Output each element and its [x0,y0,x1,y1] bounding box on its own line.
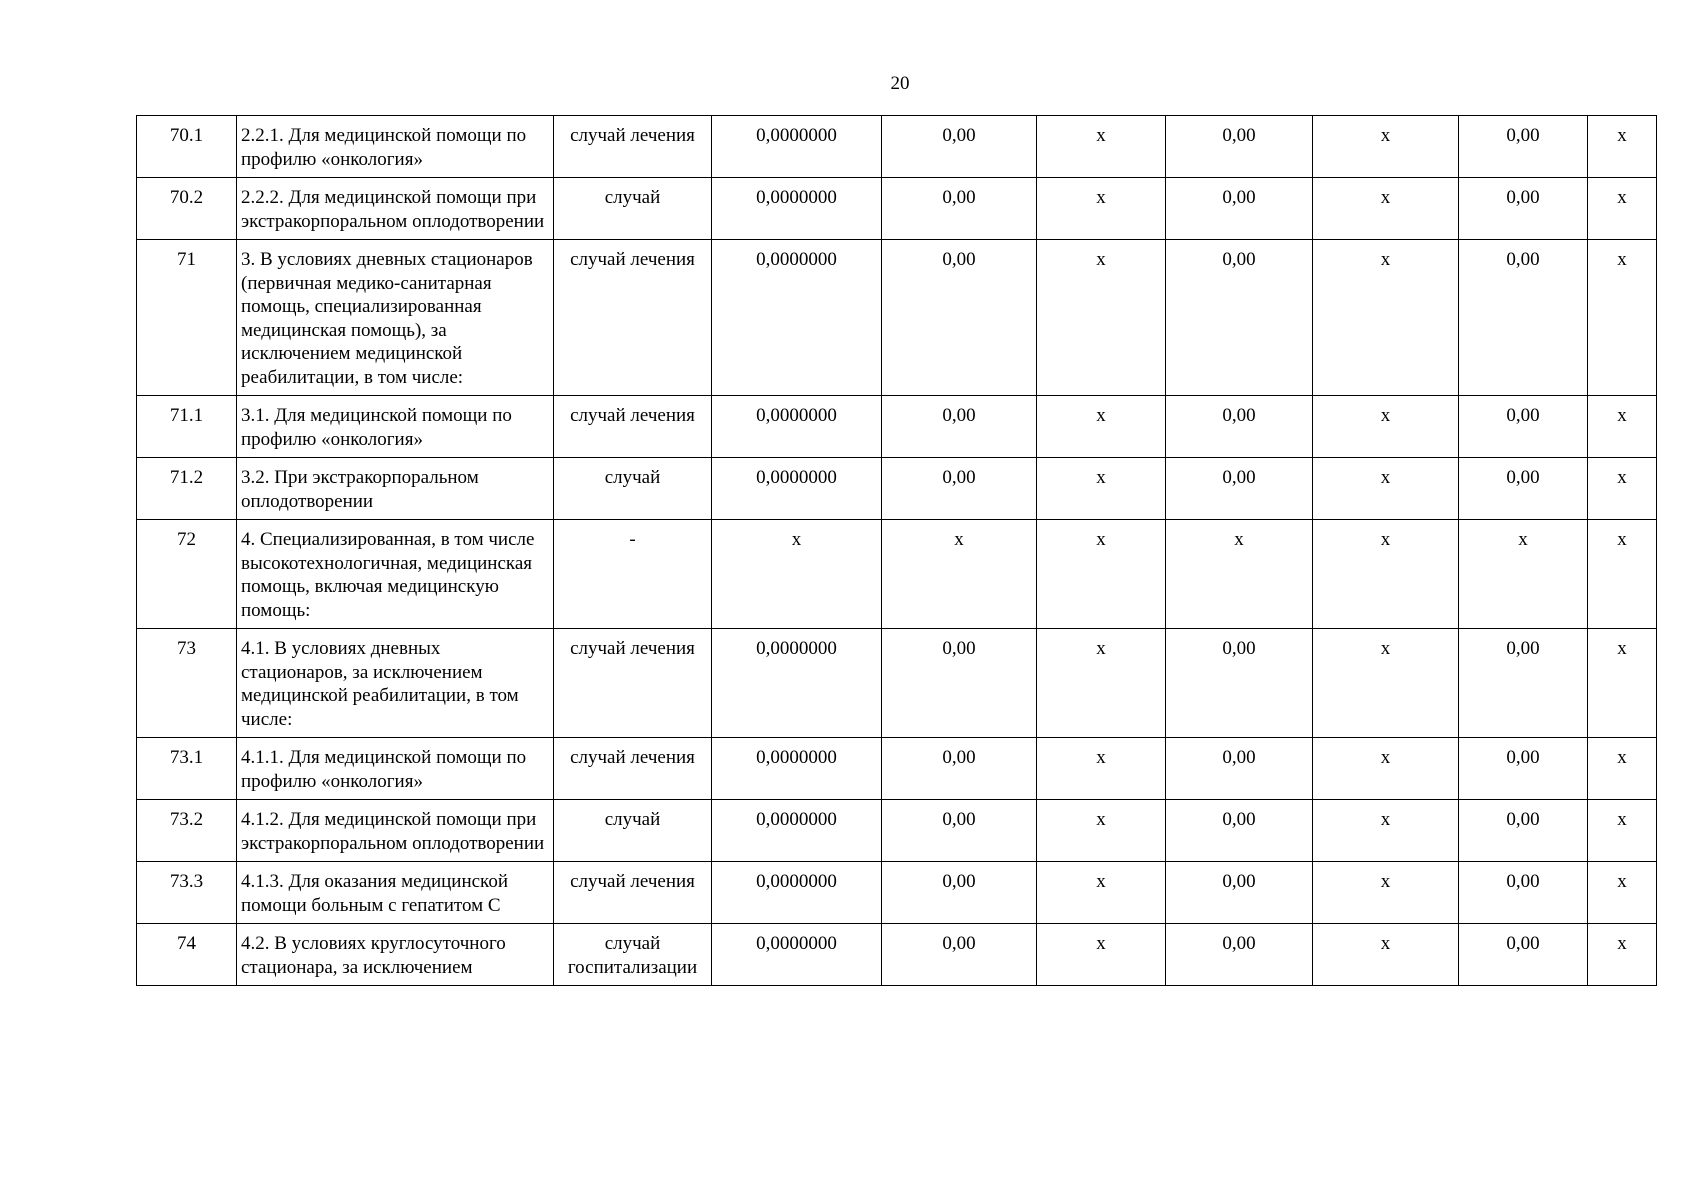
row-value-cell-4: 0,00 [1166,924,1313,986]
row-number-cell: 74 [137,924,237,986]
row-value-cell-4: 0,00 [1166,240,1313,396]
row-value-cell-3: х [1037,458,1166,520]
row-value-cell-3: х [1037,116,1166,178]
row-value-cell-7: х [1588,800,1657,862]
row-number-cell: 71 [137,240,237,396]
row-unit-cell: случай лечения [554,240,712,396]
row-description-cell: 4.1.2. Для медицинской помощи при экстракорпоральном оплодотворении [237,800,554,862]
row-unit-cell: случай госпитализации [554,924,712,986]
row-value-cell-5: х [1313,520,1459,629]
row-number-cell: 73.1 [137,738,237,800]
row-unit-cell: случай лечения [554,629,712,738]
row-value-cell-5: х [1313,800,1459,862]
row-value-cell-7: х [1588,862,1657,924]
row-value-cell-4: 0,00 [1166,800,1313,862]
row-value-cell-1: 0,0000000 [712,458,882,520]
row-value-cell-7: х [1588,458,1657,520]
row-value-cell-4: 0,00 [1166,738,1313,800]
row-value-cell-3: х [1037,396,1166,458]
row-value-cell-1: 0,0000000 [712,178,882,240]
row-value-cell-6: 0,00 [1459,629,1588,738]
row-value-cell-5: х [1313,116,1459,178]
table-row [137,240,1657,396]
row-value-cell-3: х [1037,178,1166,240]
row-value-cell-5: х [1313,240,1459,396]
row-value-cell-3: х [1037,800,1166,862]
row-value-cell-7: х [1588,178,1657,240]
row-unit-cell: случай лечения [554,396,712,458]
row-description-cell: 4.1. В условиях дневных стационаров, за исключением медицинской реабилитации, в том числе: [237,629,554,738]
table-row [137,116,1657,178]
row-description-cell: 2.2.2. Для медицинской помощи при экстракорпоральном оплодотворении [237,178,554,240]
row-value-cell-6: 0,00 [1459,738,1588,800]
row-value-cell-7: х [1588,629,1657,738]
data-table [136,115,1657,986]
row-description-cell: 3.2. При экстракорпоральном оплодотворении [237,458,554,520]
row-number-cell: 72 [137,520,237,629]
row-description-cell: 3. В условиях дневных стационаров (первичная медико-санитарная помощь, специализированная медицинская помощь), за исключением медицинской реабилитации, в том числе: [237,240,554,396]
table-row [137,178,1657,240]
row-value-cell-5: х [1313,458,1459,520]
table-row [137,629,1657,738]
row-unit-cell: случай [554,178,712,240]
row-value-cell-4: 0,00 [1166,396,1313,458]
row-value-cell-2: 0,00 [882,396,1037,458]
table-row [137,458,1657,520]
row-value-cell-1: 0,0000000 [712,924,882,986]
row-unit-cell: - [554,520,712,629]
row-description-cell: 4.2. В условиях круглосуточного стационара, за исключением [237,924,554,986]
row-number-cell: 73.2 [137,800,237,862]
row-value-cell-1: х [712,520,882,629]
row-value-cell-6: 0,00 [1459,862,1588,924]
table-row [137,738,1657,800]
row-number-cell: 71.2 [137,458,237,520]
table-row [137,800,1657,862]
row-value-cell-1: 0,0000000 [712,396,882,458]
row-value-cell-2: 0,00 [882,800,1037,862]
row-unit-cell: случай [554,800,712,862]
row-value-cell-2: 0,00 [882,862,1037,924]
table-body [137,116,1657,986]
row-value-cell-4: 0,00 [1166,458,1313,520]
row-value-cell-3: х [1037,924,1166,986]
row-value-cell-5: х [1313,738,1459,800]
row-value-cell-4: 0,00 [1166,629,1313,738]
row-value-cell-7: х [1588,116,1657,178]
row-description-cell: 3.1. Для медицинской помощи по профилю «онкология» [237,396,554,458]
table-row [137,396,1657,458]
row-value-cell-5: х [1313,924,1459,986]
row-value-cell-1: 0,0000000 [712,862,882,924]
row-value-cell-2: х [882,520,1037,629]
row-value-cell-4: 0,00 [1166,862,1313,924]
row-value-cell-2: 0,00 [882,116,1037,178]
row-value-cell-1: 0,0000000 [712,116,882,178]
row-value-cell-3: х [1037,629,1166,738]
row-value-cell-7: х [1588,924,1657,986]
row-value-cell-6: 0,00 [1459,458,1588,520]
row-value-cell-1: 0,0000000 [712,629,882,738]
row-value-cell-5: х [1313,178,1459,240]
row-value-cell-7: х [1588,520,1657,629]
row-number-cell: 73 [137,629,237,738]
row-unit-cell: случай лечения [554,862,712,924]
row-value-cell-3: х [1037,738,1166,800]
row-unit-cell: случай [554,458,712,520]
row-value-cell-1: 0,0000000 [712,800,882,862]
row-value-cell-6: х [1459,520,1588,629]
row-value-cell-4: 0,00 [1166,116,1313,178]
row-value-cell-3: х [1037,862,1166,924]
row-description-cell: 4. Специализированная, в том числе высокотехнологичная, медицинская помощь, включая медицинскую помощь: [237,520,554,629]
page-number: 20 [890,73,910,94]
row-unit-cell: случай лечения [554,738,712,800]
row-value-cell-2: 0,00 [882,178,1037,240]
row-value-cell-2: 0,00 [882,738,1037,800]
row-number-cell: 71.1 [137,396,237,458]
row-value-cell-5: х [1313,629,1459,738]
row-description-cell: 4.1.3. Для оказания медицинской помощи больным с гепатитом С [237,862,554,924]
row-description-cell: 4.1.1. Для медицинской помощи по профилю «онкология» [237,738,554,800]
row-value-cell-3: х [1037,520,1166,629]
row-number-cell: 70.1 [137,116,237,178]
table-row [137,520,1657,629]
row-value-cell-7: х [1588,738,1657,800]
row-value-cell-6: 0,00 [1459,116,1588,178]
row-value-cell-4: 0,00 [1166,178,1313,240]
row-value-cell-6: 0,00 [1459,240,1588,396]
row-value-cell-2: 0,00 [882,458,1037,520]
row-value-cell-6: 0,00 [1459,924,1588,986]
row-value-cell-2: 0,00 [882,924,1037,986]
row-number-cell: 70.2 [137,178,237,240]
row-value-cell-6: 0,00 [1459,178,1588,240]
row-value-cell-4: х [1166,520,1313,629]
row-value-cell-2: 0,00 [882,240,1037,396]
row-description-cell: 2.2.1. Для медицинской помощи по профилю «онкология» [237,116,554,178]
row-value-cell-6: 0,00 [1459,800,1588,862]
row-value-cell-3: х [1037,240,1166,396]
row-number-cell: 73.3 [137,862,237,924]
row-value-cell-7: х [1588,396,1657,458]
table-row [137,924,1657,986]
row-value-cell-6: 0,00 [1459,396,1588,458]
row-unit-cell: случай лечения [554,116,712,178]
row-value-cell-1: 0,0000000 [712,738,882,800]
table-row [137,862,1657,924]
row-value-cell-5: х [1313,862,1459,924]
row-value-cell-7: х [1588,240,1657,396]
row-value-cell-2: 0,00 [882,629,1037,738]
row-value-cell-5: х [1313,396,1459,458]
row-value-cell-1: 0,0000000 [712,240,882,396]
